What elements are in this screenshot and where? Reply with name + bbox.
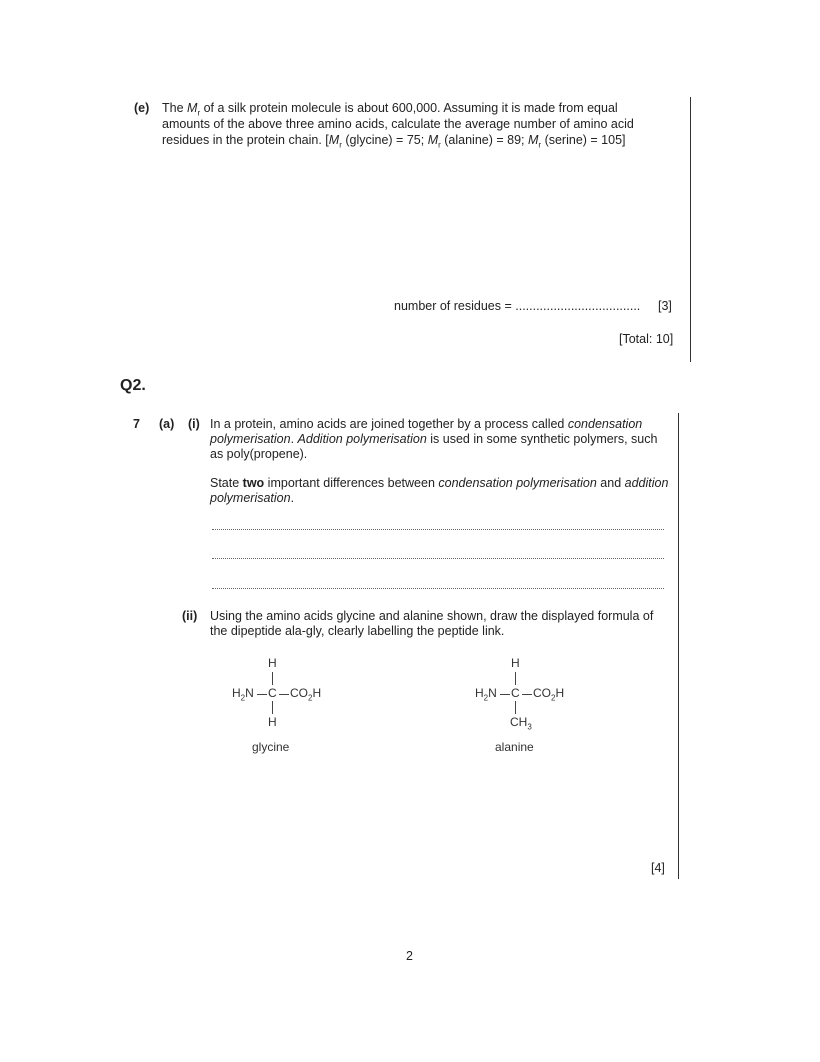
answer-line-1[interactable] (212, 529, 664, 530)
glycine-carboxyl: $CO_2H$ (290, 686, 322, 703)
margin-line-top (690, 97, 691, 362)
glycine-carbon: C (268, 686, 277, 700)
glycine-bond-bottom (272, 701, 273, 714)
total-marks: [Total: 10] (619, 332, 674, 346)
page-number: 2 (406, 949, 413, 963)
part-i-line2: polymerisation. Addition polymerisation is used in some synthetic polymers, such (210, 432, 658, 446)
part-i-line1: In a protein, amino acids are joined together by a process called condensation (210, 417, 643, 431)
glycine-top-h: H (268, 656, 277, 670)
part-e-text-line1: The $M_r$ of a silk protein molecule is about 600,000. Assuming it is made from equal (162, 101, 618, 118)
part-e-label: (e) (134, 101, 150, 115)
state-line2: polymerisation. (210, 491, 295, 505)
glycine-amine: $H_2N$ (232, 686, 254, 703)
part-ii-line2: the dipeptide ala-gly, clearly labelling the peptide link. (210, 624, 505, 638)
alanine-bond-right (522, 694, 532, 695)
part-ii-label: (ii) (182, 609, 198, 623)
glycine-name: glycine (252, 740, 290, 754)
part-a-label: (a) (159, 417, 175, 431)
alanine-amine: $H_2N$ (475, 686, 497, 703)
answer-line[interactable]: number of residues = .................................... (394, 299, 641, 313)
glycine-bond-right (279, 694, 289, 695)
state-line1: State two important differences between condensation polymerisation and addition (210, 476, 669, 490)
question-number: 7 (133, 417, 140, 431)
alanine-carboxyl: $CO_2H$ (533, 686, 565, 703)
alanine-bond-top (515, 672, 516, 685)
glycine-bottom-h: H (268, 715, 277, 729)
alanine-bond-left (500, 694, 510, 695)
alanine-bond-bottom (515, 701, 516, 714)
alanine-carbon: C (511, 686, 520, 700)
part-ii-line1: Using the amino acids glycine and alanine shown, draw the displayed formula of (210, 609, 654, 623)
alanine-name: alanine (495, 740, 534, 754)
alanine-methyl: $CH_3$ (510, 715, 532, 732)
part-e-text-line3: residues in the protein chain. [$M_r$ (glycine) = 75; $M_r$ (alanine) = 89; $M_r$ (serine) = 105] (162, 133, 626, 150)
glycine-bond-top (272, 672, 273, 685)
margin-line-bottom (678, 413, 679, 879)
answer-line-2[interactable] (212, 558, 664, 559)
question-heading: Q2. (120, 377, 146, 394)
part-i-label: (i) (188, 417, 200, 431)
part-e-text-line2: amounts of the above three amino acids, calculate the average number of amino acid (162, 117, 634, 131)
alanine-top-h: H (511, 656, 520, 670)
part-e-marks: [3] (658, 299, 672, 313)
glycine-bond-left (257, 694, 267, 695)
part-ii-marks: [4] (651, 861, 665, 875)
part-i-line3: as poly(propene). (210, 447, 308, 461)
answer-line-3[interactable] (212, 588, 664, 589)
